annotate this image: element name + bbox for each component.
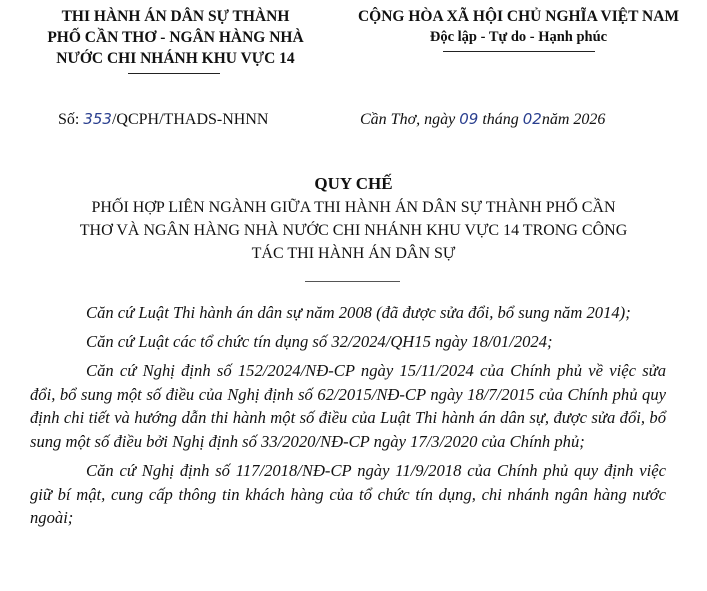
issuing-agency [18,6,333,69]
date-year: năm 2026 [541,111,606,128]
motto-underline [443,51,595,52]
subtitle-line-3: TÁC THI HÀNH ÁN DÂN SỰ [251,245,456,262]
agency-underline [128,73,220,74]
legal-basis-paragraph: Căn cứ Luật Thi hành án dân sự năm 2008 (đã được sửa đổi, bổ sung năm 2014); [86,303,631,322]
document-body [30,301,666,535]
agency-line-2: PHỐ CẦN THƠ - NGÂN HÀNG NHÀ [47,29,304,46]
date-prefix: Cần Thơ, ngày [360,111,456,128]
legal-basis-paragraph: Căn cứ Nghị định số 152/2024/NĐ-CP ngày 15/11/2024 của Chính phủ về việc sửa đổi, bổ sung một số điều của Nghị định số 62/2015/NĐ-CP ngày 18/7/2015 của Chính phủ quy định chi tiết và hướng dẫn thi hành một số điều của Luật Thi hành án dân sự, được sửa đổi, bổ sung một số điều bởi Nghị định số 33/2020/NĐ-CP ngày 17/3/2020 của Chính phủ; [30,361,666,451]
legal-basis-paragraph: Căn cứ Luật các tổ chức tín dụng số 32/2024/QH15 ngày 18/01/2024; [86,332,553,352]
document-number [58,110,268,129]
agency-line-3: NƯỚC CHI NHÁNH KHU VỰC 14 [56,50,295,67]
agency-line-1: THI HÀNH ÁN DÂN SỰ THÀNH [61,8,290,25]
nation-name: CỘNG HÒA XÃ HỘI CHỦ NGHĨA VIỆT NAM [357,8,680,25]
title-separator [305,281,400,282]
legal-basis-paragraph: Căn cứ Nghị định số 117/2018/NĐ-CP ngày 11/9/2018 của Chính phủ quy định việc giữ bí mật, cung cấp thông tin khách hàng của tổ chức tín dụng, chi nhánh ngân hàng nước ngoài; [30,461,666,528]
number-suffix: /QCPH/THADS-NHNN [111,111,269,128]
document-subtitle [40,196,667,265]
subtitle-line-2: THƠ VÀ NGÂN HÀNG NHÀ NƯỚC CHI NHÁNH KHU VỰC 14 TRONG CÔNG [79,222,628,239]
handwritten-day: 09 [459,110,479,128]
handwritten-number: 353 [83,110,112,128]
national-heading [330,6,707,48]
handwritten-month: 02 [522,110,542,128]
date-line [360,110,605,129]
number-prefix: Số: [58,111,80,128]
subtitle-line-1: PHỐI HỢP LIÊN NGÀNH GIỮA THI HÀNH ÁN DÂN SỰ THÀNH PHỐ CẦN [91,199,616,216]
date-month-label: tháng [482,111,519,128]
document-title: QUY CHẾ [314,174,393,193]
national-motto: Độc lập - Tự do - Hạnh phúc [429,29,608,45]
